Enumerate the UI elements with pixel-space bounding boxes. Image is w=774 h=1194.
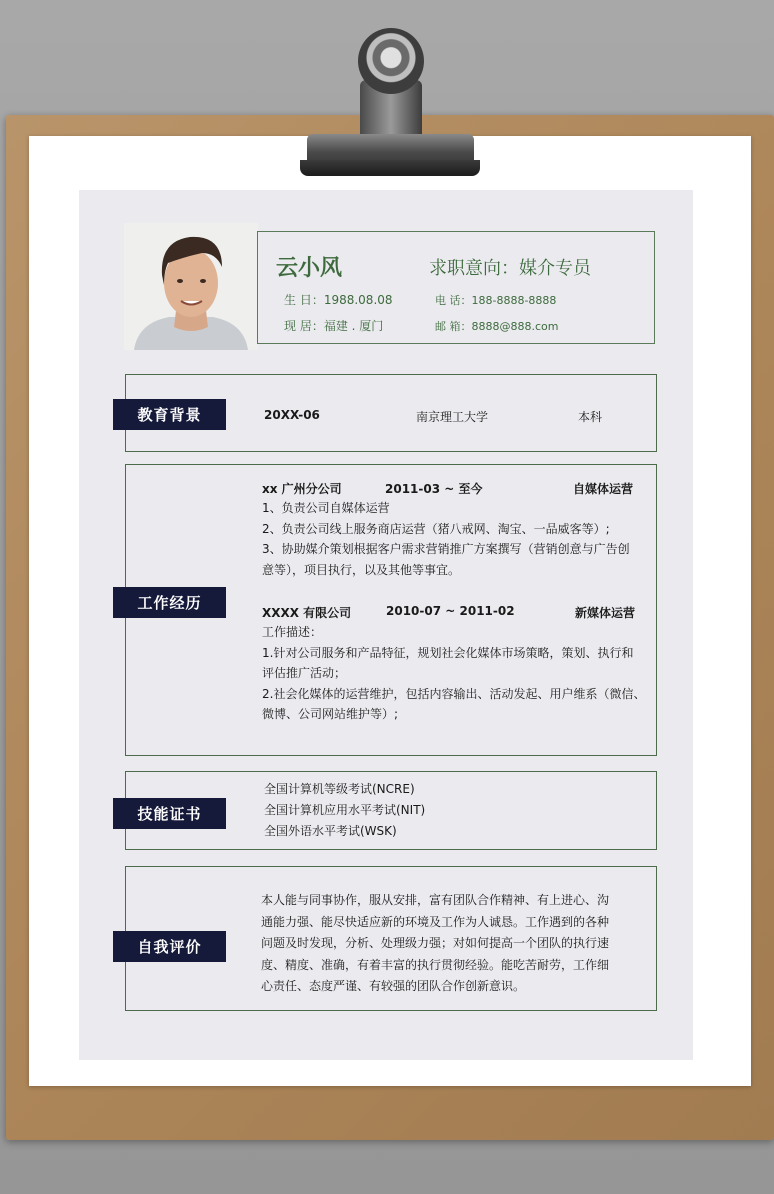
job-role: 自媒体运营 — [573, 482, 634, 496]
skill-item: 全国计算机等级考试(NCRE) — [264, 782, 415, 796]
self-eval-line: 问题及时发现，分析、处理级力强；对如何提高一个团队的执行速 — [261, 936, 610, 950]
job-line: 意等），项目执行，以及其他等事宜。 — [262, 562, 461, 577]
job-description — [262, 498, 652, 580]
birth-info: 生 日：1988.08.08 — [284, 293, 393, 307]
education-date: 20XX-06 — [264, 408, 320, 422]
phone-info: 电 话：188-8888-8888 — [435, 294, 557, 307]
job-role: 新媒体运营 — [575, 606, 636, 620]
skill-item: 全国计算机应用水平考试(NIT) — [264, 803, 426, 817]
job-line: 3、协助媒介策划根据客户需求营销推广方案撰写（营销创意与广告创 — [262, 542, 630, 556]
job-line: 2、负责公司线上服务商店运营（猪八戒网、淘宝、一品威客等）; — [262, 521, 610, 536]
self-eval-text — [261, 890, 651, 998]
education-school: 南京理工大学 — [416, 410, 489, 424]
self-eval-line: 度、精度、准确，有着丰富的执行贯彻经验。能吃苦耐劳，工作细 — [261, 957, 610, 972]
job-line: 微博、公司网站维护等）; — [262, 707, 399, 721]
job-line: 1、负责公司自媒体运营 — [262, 501, 390, 515]
job-period: 2010-07 ~ 2011-02 — [386, 604, 515, 618]
clip-ring — [358, 28, 424, 94]
candidate-name: 云小风 — [276, 256, 343, 281]
self-eval-line: 心责任、态度严谨、有较强的团队合作创新意识。 — [261, 979, 526, 993]
job-period: 2011-03 ~ 至今 — [385, 482, 483, 496]
skills-title: 技能证书 — [113, 798, 226, 829]
education-title: 教育背景 — [113, 399, 226, 430]
skills-list — [264, 779, 644, 842]
profile-photo — [124, 223, 258, 350]
job-company: XXXX 有限公司 — [262, 606, 352, 620]
job-intent: 求职意向：媒介专员 — [429, 258, 591, 279]
job-description — [262, 622, 652, 725]
work-title: 工作经历 — [113, 587, 226, 618]
job-company: xx 广州分公司 — [262, 482, 342, 496]
clip-plate — [300, 160, 480, 176]
education-degree: 本科 — [578, 410, 603, 424]
self-eval-line: 本人能与同事协作，服从安排，富有团队合作精神、有上进心、沟 — [261, 893, 610, 907]
residence-info: 现 居：福建 . 厦门 — [284, 319, 384, 333]
job-line: 1.针对公司服务和产品特征，规划社会化媒体市场策略，策划、执行和 — [262, 645, 634, 660]
self-eval-title: 自我评价 — [113, 931, 226, 962]
skill-item: 全国外语水平考试(WSK) — [264, 824, 397, 838]
job-line: 工作描述： — [262, 625, 323, 639]
job-line: 评估推广活动； — [262, 666, 347, 680]
job-line: 2.社会化媒体的运营维护，包括内容输出、活动发起、用户维系（微信、 — [262, 686, 646, 701]
email-info: 邮 箱：8888@888.com — [435, 320, 559, 333]
self-eval-line: 通能力强、能尽快适应新的环境及工作为人诚恳。工作遇到的各种 — [261, 914, 610, 929]
